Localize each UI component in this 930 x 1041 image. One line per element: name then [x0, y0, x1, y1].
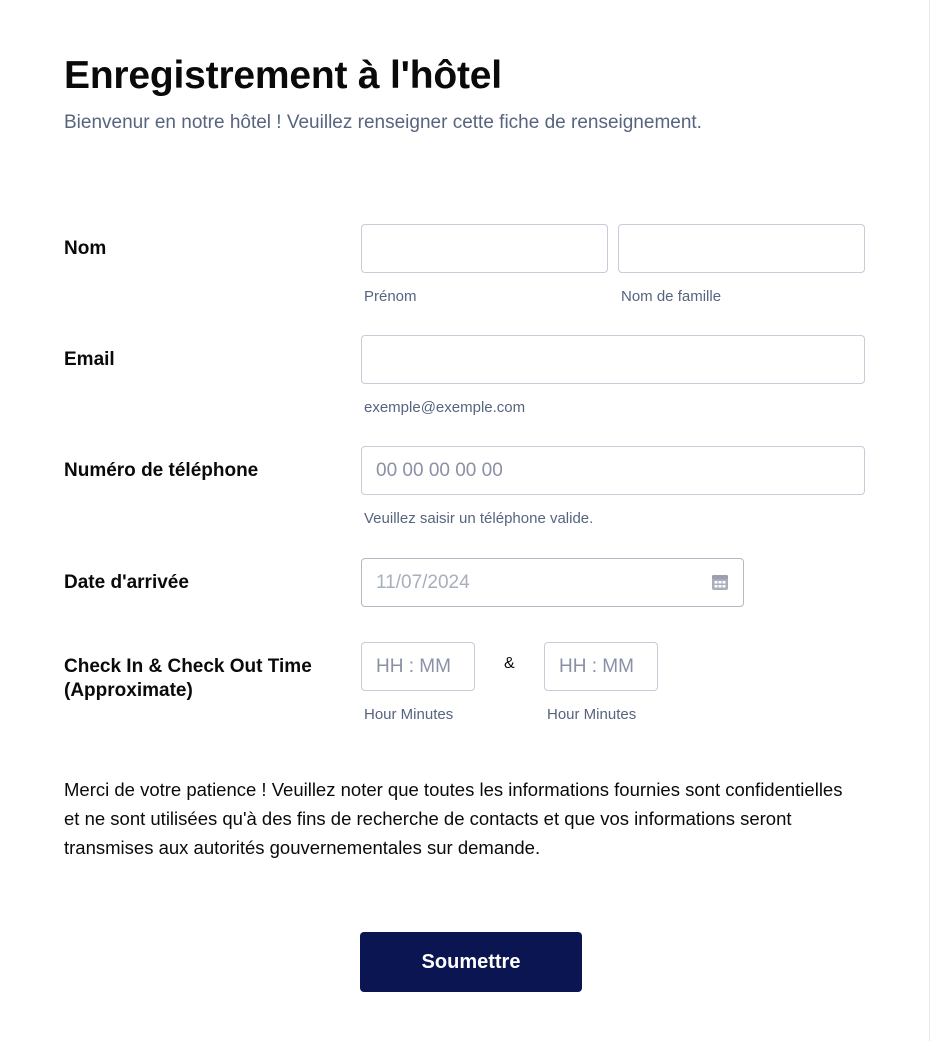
- calendar-icon[interactable]: [711, 573, 729, 591]
- name-label: Nom: [64, 238, 107, 259]
- phone-input[interactable]: [361, 446, 865, 495]
- arrival-date-label: Date d'arrivée: [64, 572, 189, 593]
- email-sublabel: exemple@exemple.com: [364, 399, 526, 416]
- time-separator: &: [504, 655, 515, 672]
- first-name-sublabel: Prénom: [364, 288, 417, 305]
- first-name-input[interactable]: [361, 224, 608, 273]
- phone-sublabel: Veuillez saisir un téléphone valide.: [364, 510, 594, 527]
- page-title: Enregistrement à l'hôtel: [64, 54, 502, 97]
- phone-label: Numéro de téléphone: [64, 460, 259, 481]
- arrival-date-input[interactable]: [361, 558, 744, 607]
- last-name-input[interactable]: [618, 224, 865, 273]
- email-label: Email: [64, 349, 115, 370]
- checkin-time-sublabel: Hour Minutes: [364, 706, 454, 723]
- checkout-time-sublabel: Hour Minutes: [547, 706, 637, 723]
- checkin-time-input[interactable]: [361, 642, 475, 691]
- checkout-time-input[interactable]: [544, 642, 658, 691]
- checkin-checkout-label: [64, 655, 312, 703]
- last-name-sublabel: Nom de famille: [621, 288, 722, 305]
- page-subtitle: Bienvenur en notre hôtel ! Veuillez renseigner cette fiche de renseignement.: [64, 112, 702, 133]
- submit-button[interactable]: Soumettre: [360, 932, 582, 992]
- privacy-notice: Merci de votre patience ! Veuillez noter que toutes les informations fournies sont confidentielles et ne sont utilisées qu'à des fins de recherche de contacts et que vos informations seront transmises aux autorités gouvernementales sur demande.: [64, 779, 843, 858]
- checkin-checkout-label-line2: (Approximate): [64, 680, 193, 701]
- checkin-checkout-label-line1: Check In & Check Out Time: [64, 656, 312, 677]
- email-input[interactable]: [361, 335, 865, 384]
